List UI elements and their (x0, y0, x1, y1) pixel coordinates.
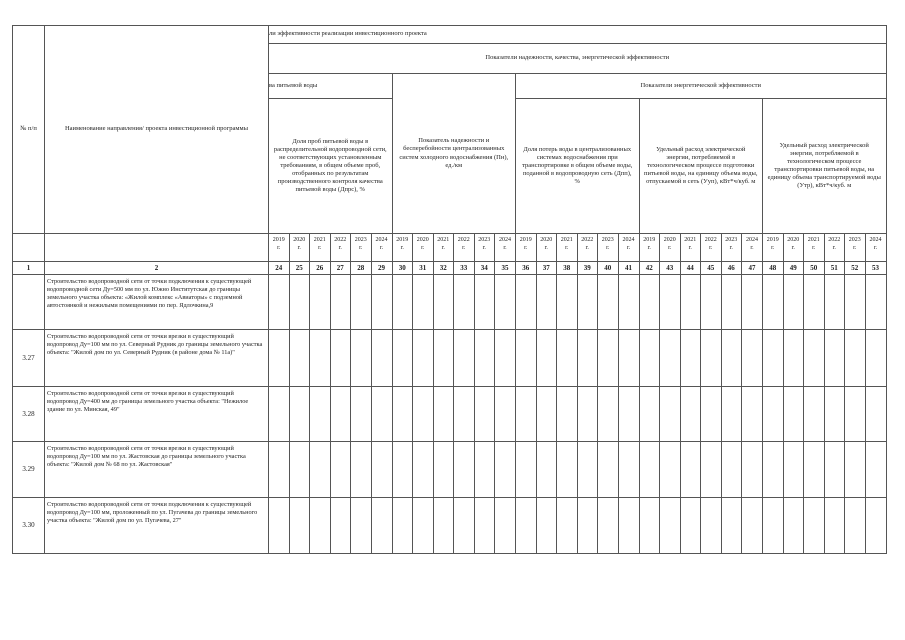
column-number: 31 (413, 262, 434, 275)
value-cell (351, 275, 372, 330)
table-row (13, 330, 887, 387)
value-cell (577, 387, 598, 442)
year-header: 2022 г. (701, 234, 722, 262)
value-cell (680, 275, 701, 330)
year-header: 2024 г. (742, 234, 763, 262)
year-header: 2023 г. (351, 234, 372, 262)
year-header: 2023 г. (721, 234, 742, 262)
value-cell (495, 330, 516, 387)
year-header: 2020 г. (783, 234, 804, 262)
value-cell (454, 387, 475, 442)
value-cell (330, 275, 351, 330)
project-description: Строительство водопроводной сети от точки подключения к существующей водопроводной сети Ду=500 мм по ул. Южно Институтская до границы земельного участка объекта: «Жилой комплекс «Авиаторы» с подземной автостоянкой и нежилыми помещениями по пер. Ядлочкина,9 (45, 275, 269, 330)
value-cell (330, 498, 351, 554)
column-number: 44 (680, 262, 701, 275)
value-cell (783, 275, 804, 330)
value-cell (701, 498, 722, 554)
value-cell (763, 330, 784, 387)
value-cell (310, 387, 331, 442)
value-cell (495, 442, 516, 498)
value-cell (557, 275, 578, 330)
value-cell (269, 330, 290, 387)
value-cell (269, 387, 290, 442)
column-number: 38 (557, 262, 578, 275)
value-cell (516, 330, 537, 387)
column-number: 46 (721, 262, 742, 275)
value-cell (639, 330, 660, 387)
value-cell (742, 498, 763, 554)
quality-group-header: ва питьевой воды (269, 74, 393, 99)
value-cell (371, 498, 392, 554)
year-header: 2019 г. (392, 234, 413, 262)
column-number: 53 (865, 262, 886, 275)
row-number: 3.27 (13, 330, 45, 387)
year-header: 2024 г. (371, 234, 392, 262)
value-cell (495, 387, 516, 442)
column-number: 49 (783, 262, 804, 275)
value-cell (351, 330, 372, 387)
value-cell (680, 387, 701, 442)
column-number: 1 (13, 262, 45, 275)
value-cell (701, 275, 722, 330)
value-cell (660, 442, 681, 498)
row-number (13, 275, 45, 330)
value-cell (536, 330, 557, 387)
value-cell (804, 275, 825, 330)
row-number: 3.29 (13, 442, 45, 498)
column-number: 36 (516, 262, 537, 275)
value-cell (474, 330, 495, 387)
top-title: ли эффективности реализации инвестиционного проекта (269, 26, 887, 44)
value-cell (783, 330, 804, 387)
year-header: 2022 г. (330, 234, 351, 262)
column-number: 25 (289, 262, 310, 275)
table-row (13, 498, 887, 554)
year-header: 2019 г. (269, 234, 290, 262)
indicator-header: Показатель надежности и бесперебойности централизованных систем холодного водоснабжения (Пн), ед./км (392, 74, 516, 234)
year-header: 2020 г. (289, 234, 310, 262)
indicator-header: Доля потерь воды в централизованных системах водоснабжения при транспортировке в общем объеме воды, поданной в водопроводную сеть (Дпп), % (516, 99, 640, 234)
column-number: 40 (598, 262, 619, 275)
column-number: 34 (474, 262, 495, 275)
year-header: 2021 г. (804, 234, 825, 262)
value-cell (392, 387, 413, 442)
value-cell (474, 387, 495, 442)
year-header: 2020 г. (536, 234, 557, 262)
value-cell (660, 275, 681, 330)
value-cell (598, 330, 619, 387)
year-header: 2024 г. (865, 234, 886, 262)
column-number: 30 (392, 262, 413, 275)
value-cell (824, 275, 845, 330)
value-cell (371, 275, 392, 330)
project-description: Строительство водопроводной сети от точки врезки в существующий водопровод Ду=100 мм по ул. Северный Рудник до границы земельного участка объекта: "Жилой дом по ул. Северный Рудник (в районе дома № 11а)" (45, 330, 269, 387)
value-cell (351, 387, 372, 442)
value-cell (371, 442, 392, 498)
value-cell (721, 442, 742, 498)
value-cell (824, 498, 845, 554)
value-cell (289, 498, 310, 554)
value-cell (433, 387, 454, 442)
value-cell (618, 275, 639, 330)
value-cell (845, 498, 866, 554)
value-cell (660, 498, 681, 554)
value-cell (310, 330, 331, 387)
value-cell (310, 498, 331, 554)
value-cell (845, 387, 866, 442)
value-cell (413, 387, 434, 442)
value-cell (454, 330, 475, 387)
value-cell (536, 498, 557, 554)
value-cell (454, 498, 475, 554)
column-number: 52 (845, 262, 866, 275)
year-header: 2019 г. (516, 234, 537, 262)
value-cell (433, 275, 454, 330)
value-cell (433, 498, 454, 554)
value-cell (577, 498, 598, 554)
row-number: 3.28 (13, 387, 45, 442)
year-header: 2023 г. (598, 234, 619, 262)
value-cell (639, 442, 660, 498)
column-number: 45 (701, 262, 722, 275)
value-cell (763, 442, 784, 498)
column-number: 50 (804, 262, 825, 275)
value-cell (330, 442, 351, 498)
column-number: 33 (454, 262, 475, 275)
value-cell (865, 330, 886, 387)
value-cell (289, 330, 310, 387)
year-header: 2022 г. (454, 234, 475, 262)
name-col-header: Наименование направления/ проекта инвестиционной программы (45, 26, 269, 234)
value-cell (269, 275, 290, 330)
year-header: 2020 г. (413, 234, 434, 262)
value-cell (804, 498, 825, 554)
value-cell (618, 442, 639, 498)
value-cell (289, 387, 310, 442)
column-number: 37 (536, 262, 557, 275)
value-cell (845, 442, 866, 498)
value-cell (639, 498, 660, 554)
column-number: 42 (639, 262, 660, 275)
value-cell (557, 442, 578, 498)
value-cell (824, 330, 845, 387)
value-cell (269, 442, 290, 498)
value-cell (783, 442, 804, 498)
value-cell (516, 387, 537, 442)
value-cell (598, 275, 619, 330)
value-cell (536, 442, 557, 498)
value-cell (721, 330, 742, 387)
value-cell (639, 387, 660, 442)
column-number: 43 (660, 262, 681, 275)
value-cell (392, 498, 413, 554)
value-cell (721, 498, 742, 554)
value-cell (557, 330, 578, 387)
value-cell (289, 442, 310, 498)
year-header: 2019 г. (763, 234, 784, 262)
value-cell (330, 387, 351, 442)
value-cell (474, 442, 495, 498)
value-cell (433, 330, 454, 387)
indicator-header: Удельный расход электрической энергии, потребляемой в технологическом процессе транспортировки питьевой воды, на единицу объема транспортируемой воды (Утр), кВт*ч/куб. м (763, 99, 887, 234)
year-header: 2024 г. (495, 234, 516, 262)
value-cell (783, 387, 804, 442)
year-header: 2024 г. (618, 234, 639, 262)
value-cell (660, 330, 681, 387)
value-cell (824, 387, 845, 442)
value-cell (701, 330, 722, 387)
value-cell (598, 387, 619, 442)
column-number: 28 (351, 262, 372, 275)
value-cell (495, 275, 516, 330)
table-row (13, 387, 887, 442)
column-number: 41 (618, 262, 639, 275)
column-number: 48 (763, 262, 784, 275)
project-description: Строительство водопроводной сети от точки врезки в существующий водопровод Ду=400 мм до границы земельного участка объекта: "Нежилое здание по ул. Минская, 49" (45, 387, 269, 442)
value-cell (557, 498, 578, 554)
value-cell (310, 442, 331, 498)
value-cell (598, 498, 619, 554)
value-cell (536, 387, 557, 442)
value-cell (516, 275, 537, 330)
value-cell (742, 442, 763, 498)
indicator-header: Удельный расход электрической энергии, потребляемой в технологическом процессе подготовки питьевой воды, на единицу объема воды, отпускаемой в сеть (Ууп), кВт*ч/куб. м (639, 99, 763, 234)
value-cell (289, 275, 310, 330)
value-cell (845, 330, 866, 387)
year-header: 2021 г. (680, 234, 701, 262)
value-cell (577, 442, 598, 498)
value-cell (474, 498, 495, 554)
value-cell (474, 275, 495, 330)
year-header: 2021 г. (557, 234, 578, 262)
value-cell (454, 275, 475, 330)
project-description: Строительство водопроводной сети от точки врезки в существующий водопровод Ду=100 мм по ул. Жастовская до границы земельного участка объекта: "Жилой дом № 68 по ул. Жастовская" (45, 442, 269, 498)
value-cell (413, 498, 434, 554)
value-cell (392, 275, 413, 330)
value-cell (680, 498, 701, 554)
value-cell (701, 387, 722, 442)
value-cell (371, 387, 392, 442)
value-cell (269, 498, 290, 554)
value-cell (351, 442, 372, 498)
value-cell (639, 275, 660, 330)
value-cell (516, 498, 537, 554)
year-header: 2021 г. (310, 234, 331, 262)
value-cell (598, 442, 619, 498)
value-cell (763, 498, 784, 554)
blank-cell (13, 234, 45, 262)
value-cell (845, 275, 866, 330)
indicator-header: Доля проб питьевой воды в распределительной водопроводной сети, не соответствующих установленным требованиям, в общем объеме проб, отобранных по результатам производственного контроля качества питьевой воды (Дпрс), % (269, 99, 393, 234)
blank-cell (45, 234, 269, 262)
column-number: 47 (742, 262, 763, 275)
value-cell (433, 442, 454, 498)
num-col-header: № п/п (13, 26, 45, 234)
year-header: 2023 г. (845, 234, 866, 262)
column-number: 2 (45, 262, 269, 275)
value-cell (783, 498, 804, 554)
value-cell (310, 275, 331, 330)
value-cell (454, 442, 475, 498)
value-cell (824, 442, 845, 498)
row-number: 3.30 (13, 498, 45, 554)
value-cell (865, 442, 886, 498)
value-cell (763, 387, 784, 442)
year-header: 2023 г. (474, 234, 495, 262)
value-cell (701, 442, 722, 498)
value-cell (865, 275, 886, 330)
value-cell (516, 442, 537, 498)
value-cell (557, 387, 578, 442)
value-cell (865, 387, 886, 442)
column-number: 29 (371, 262, 392, 275)
value-cell (413, 330, 434, 387)
column-number: 24 (269, 262, 290, 275)
reliability-group-header: Показатели надежности, качества, энергетической эффективности (269, 44, 887, 74)
value-cell (351, 498, 372, 554)
year-header: 2019 г. (639, 234, 660, 262)
column-number: 39 (577, 262, 598, 275)
value-cell (392, 442, 413, 498)
value-cell (742, 330, 763, 387)
value-cell (865, 498, 886, 554)
value-cell (680, 442, 701, 498)
year-header: 2022 г. (824, 234, 845, 262)
column-number: 35 (495, 262, 516, 275)
value-cell (413, 442, 434, 498)
year-header: 2022 г. (577, 234, 598, 262)
year-header: 2021 г. (433, 234, 454, 262)
energy-group-header: Показатели энергетической эффективности (516, 74, 887, 99)
column-number: 26 (310, 262, 331, 275)
value-cell (721, 387, 742, 442)
value-cell (763, 275, 784, 330)
table-row (13, 442, 887, 498)
value-cell (495, 498, 516, 554)
value-cell (721, 275, 742, 330)
table-row (13, 275, 887, 330)
value-cell (618, 330, 639, 387)
value-cell (618, 387, 639, 442)
indicators-table (12, 25, 887, 554)
value-cell (577, 330, 598, 387)
value-cell (804, 330, 825, 387)
value-cell (577, 275, 598, 330)
value-cell (660, 387, 681, 442)
column-number: 32 (433, 262, 454, 275)
column-number: 51 (824, 262, 845, 275)
value-cell (804, 387, 825, 442)
value-cell (371, 330, 392, 387)
column-number: 27 (330, 262, 351, 275)
value-cell (330, 330, 351, 387)
year-header: 2020 г. (660, 234, 681, 262)
value-cell (742, 387, 763, 442)
value-cell (392, 330, 413, 387)
value-cell (742, 275, 763, 330)
value-cell (536, 275, 557, 330)
value-cell (680, 330, 701, 387)
project-description: Строительство водопроводной сети от точки подключения к существующей водопровод Ду=100 мм, проложенный по ул. Пугачева до границы земельного участка объекта: "Жилой дом по ул. Пугачева, 27" (45, 498, 269, 554)
value-cell (618, 498, 639, 554)
value-cell (413, 275, 434, 330)
value-cell (804, 442, 825, 498)
